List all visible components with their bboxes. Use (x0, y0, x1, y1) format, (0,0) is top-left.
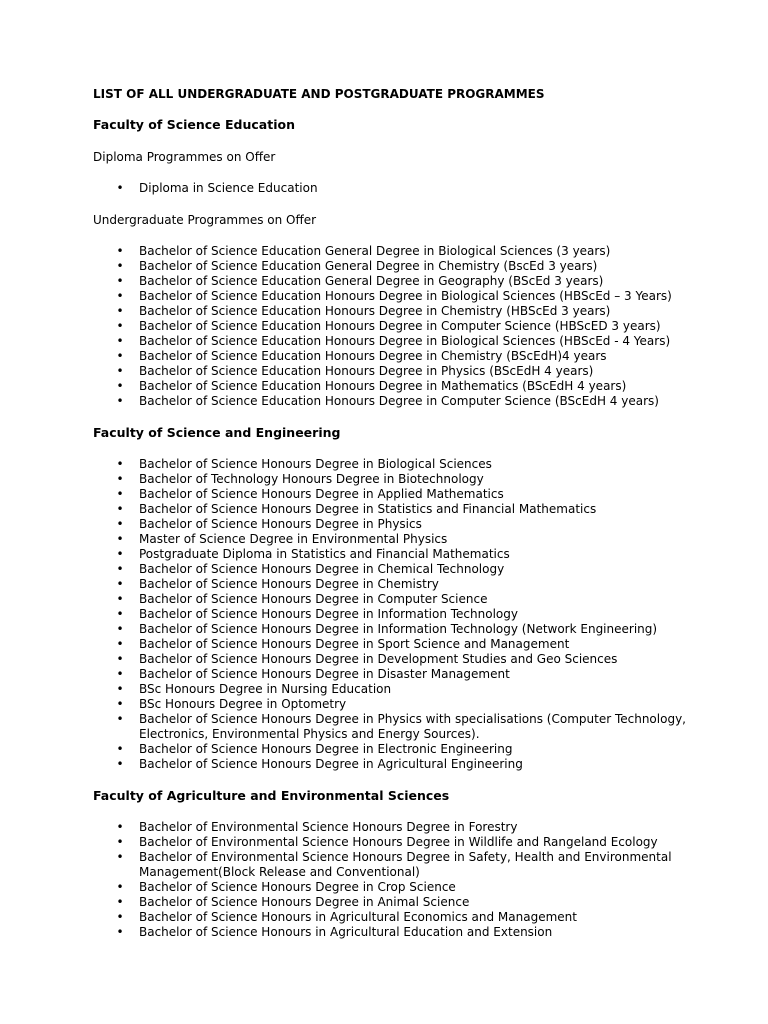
bullet-icon: • (116, 472, 124, 486)
programme-list-item (93, 394, 708, 409)
programme-list-item (93, 895, 708, 910)
programme-list-item (93, 244, 708, 259)
programme-list-item (93, 502, 708, 517)
science-education-programme-list (93, 244, 708, 409)
faculty-heading-agriculture: Faculty of Agriculture and Environmental Sciences (93, 788, 450, 803)
bullet-icon: • (116, 244, 124, 258)
programme-name: Bachelor of Science Honours Degree in Information Technology (139, 607, 518, 621)
programme-list-item (93, 334, 708, 349)
diploma-programmes-heading: Diploma Programmes on Offer (93, 150, 276, 164)
programme-name: BSc Honours Degree in Nursing Education (139, 682, 392, 696)
programme-list-item (93, 667, 708, 682)
programme-name: Bachelor of Environmental Science Honours Degree in Forestry (139, 820, 518, 834)
programme-name: Bachelor of Science Education Honours Degree in Computer Science (BScEdH 4 years) (139, 394, 659, 408)
programme-name: Bachelor of Science Education General Degree in Geography (BScEd 3 years) (139, 274, 604, 288)
bullet-icon: • (116, 622, 124, 636)
programme-list-item (93, 487, 708, 502)
programme-list-item (93, 289, 708, 304)
programme-list-item (93, 880, 708, 895)
programme-name: Bachelor of Science Honours Degree in Chemistry (139, 577, 439, 591)
programme-list-item (93, 637, 708, 652)
bullet-icon: • (116, 682, 124, 696)
programme-list-item (93, 577, 708, 592)
programme-name: Bachelor of Science Honours in Agricultural Education and Extension (139, 925, 553, 939)
programme-list-item (93, 697, 708, 712)
programme-name: Bachelor of Science Honours Degree in Electronic Engineering (139, 742, 513, 756)
programme-name: Bachelor of Science Education General Degree in Chemistry (BscEd 3 years) (139, 259, 598, 273)
programme-list-item (93, 607, 708, 622)
programme-list-item (93, 652, 708, 667)
programme-list-item (93, 472, 708, 487)
bullet-icon: • (116, 712, 124, 726)
bullet-icon: • (116, 319, 124, 333)
bullet-icon: • (116, 394, 124, 408)
programme-name: Bachelor of Science Education Honours Degree in Biological Sciences (HBScEd – 3 Years) (139, 289, 672, 303)
bullet-icon: • (116, 652, 124, 666)
bullet-icon: • (116, 895, 124, 909)
bullet-icon: • (116, 364, 124, 378)
science-engineering-programme-list (93, 457, 708, 772)
bullet-icon: • (116, 289, 124, 303)
programme-list-item (93, 712, 708, 742)
document-title: LIST OF ALL UNDERGRADUATE AND POSTGRADUATE PROGRAMMES (93, 87, 545, 101)
programme-list-item (93, 457, 708, 472)
programme-list-item (93, 925, 708, 940)
bullet-icon: • (116, 925, 124, 939)
programme-list-item (93, 910, 708, 925)
programme-name: Bachelor of Science Education Honours Degree in Chemistry (BScEdH)4 years (139, 349, 607, 363)
programme-list-item (93, 181, 708, 196)
bullet-icon: • (116, 349, 124, 363)
diploma-programme-list (93, 181, 708, 196)
programme-name: Bachelor of Science Honours Degree in Physics (139, 517, 422, 531)
bullet-icon: • (116, 607, 124, 621)
programme-name: Bachelor of Science Honours Degree in Development Studies and Geo Sciences (139, 652, 618, 666)
programme-name: Bachelor of Environmental Science Honours Degree in Wildlife and Rangeland Ecology (139, 835, 658, 849)
programme-name: Bachelor of Science Honours Degree in Biological Sciences (139, 457, 492, 471)
programme-name: Bachelor of Science Honours Degree in Animal Science (139, 895, 470, 909)
bullet-icon: • (116, 274, 124, 288)
programme-list-item (93, 742, 708, 757)
programme-name: Bachelor of Science Education General Degree in Biological Sciences (3 years) (139, 244, 611, 258)
programme-name: Bachelor of Science Honours Degree in Crop Science (139, 880, 456, 894)
agriculture-programme-list (93, 820, 708, 940)
bullet-icon: • (116, 880, 124, 894)
programme-name: Bachelor of Science Honours Degree in Statistics and Financial Mathematics (139, 502, 597, 516)
programme-name: Master of Science Degree in Environmental Physics (139, 532, 448, 546)
programme-list-item (93, 532, 708, 547)
programme-list-item (93, 547, 708, 562)
bullet-icon: • (116, 742, 124, 756)
programme-list-item (93, 835, 708, 850)
bullet-icon: • (116, 910, 124, 924)
bullet-icon: • (116, 835, 124, 849)
programme-name: Bachelor of Science Honours Degree in Applied Mathematics (139, 487, 504, 501)
bullet-icon: • (116, 757, 124, 771)
programme-name: Bachelor of Science Honours Degree in Agricultural Engineering (139, 757, 523, 771)
bullet-icon: • (116, 259, 124, 273)
programme-list-item (93, 517, 708, 532)
bullet-icon: • (116, 850, 124, 864)
bullet-icon: • (116, 592, 124, 606)
programme-list-item (93, 364, 708, 379)
faculty-heading-science-engineering: Faculty of Science and Engineering (93, 425, 341, 440)
programme-name: Bachelor of Science Honours Degree in Physics with specialisations (Computer Technology, Electronics, Environmental Physics and Energy Sources). (139, 712, 686, 741)
programme-name: Bachelor of Science Honours Degree in Information Technology (Network Engineering) (139, 622, 658, 636)
bullet-icon: • (116, 697, 124, 711)
programme-list-item (93, 562, 708, 577)
bullet-icon: • (116, 502, 124, 516)
programme-name: Bachelor of Science Education Honours Degree in Computer Science (HBScED 3 years) (139, 319, 661, 333)
programme-list-item (93, 757, 708, 772)
bullet-icon: • (116, 517, 124, 531)
programme-name: Bachelor of Science Education Honours Degree in Chemistry (HBScEd 3 years) (139, 304, 611, 318)
programme-list-item (93, 304, 708, 319)
programme-name: Bachelor of Science Education Honours Degree in Mathematics (BScEdH 4 years) (139, 379, 627, 393)
bullet-icon: • (116, 487, 124, 501)
programme-name: Bachelor of Science Education Honours Degree in Biological Sciences (HBScEd - 4 Years) (139, 334, 671, 348)
programme-name: BSc Honours Degree in Optometry (139, 697, 347, 711)
programme-name: Bachelor of Science Honours Degree in Sport Science and Management (139, 637, 570, 651)
programme-name: Diploma in Science Education (139, 181, 318, 195)
programme-name: Postgraduate Diploma in Statistics and Financial Mathematics (139, 547, 510, 561)
programme-name: Bachelor of Technology Honours Degree in Biotechnology (139, 472, 484, 486)
programme-list-item (93, 259, 708, 274)
programme-list-item (93, 274, 708, 289)
bullet-icon: • (116, 577, 124, 591)
programme-list-item (93, 592, 708, 607)
programme-list-item (93, 820, 708, 835)
programme-list-item (93, 349, 708, 364)
bullet-icon: • (116, 457, 124, 471)
programme-list-item (93, 682, 708, 697)
programme-list-item (93, 850, 708, 880)
programme-list-item (93, 319, 708, 334)
bullet-icon: • (116, 181, 124, 195)
bullet-icon: • (116, 547, 124, 561)
bullet-icon: • (116, 379, 124, 393)
faculty-heading-science-education: Faculty of Science Education (93, 117, 295, 132)
programme-list-item (93, 622, 708, 637)
undergraduate-programmes-heading: Undergraduate Programmes on Offer (93, 213, 317, 227)
programme-name: Bachelor of Environmental Science Honours Degree in Safety, Health and Environmental Management(Block Release and Conventional) (139, 850, 672, 879)
programme-name: Bachelor of Science Honours in Agricultural Economics and Management (139, 910, 577, 924)
bullet-icon: • (116, 637, 124, 651)
bullet-icon: • (116, 334, 124, 348)
bullet-icon: • (116, 820, 124, 834)
bullet-icon: • (116, 532, 124, 546)
programme-name: Bachelor of Science Education Honours Degree in Physics (BScEdH 4 years) (139, 364, 594, 378)
bullet-icon: • (116, 304, 124, 318)
programme-name: Bachelor of Science Honours Degree in Computer Science (139, 592, 488, 606)
bullet-icon: • (116, 667, 124, 681)
programme-name: Bachelor of Science Honours Degree in Chemical Technology (139, 562, 505, 576)
programme-name: Bachelor of Science Honours Degree in Disaster Management (139, 667, 510, 681)
bullet-icon: • (116, 562, 124, 576)
programme-list-item (93, 379, 708, 394)
